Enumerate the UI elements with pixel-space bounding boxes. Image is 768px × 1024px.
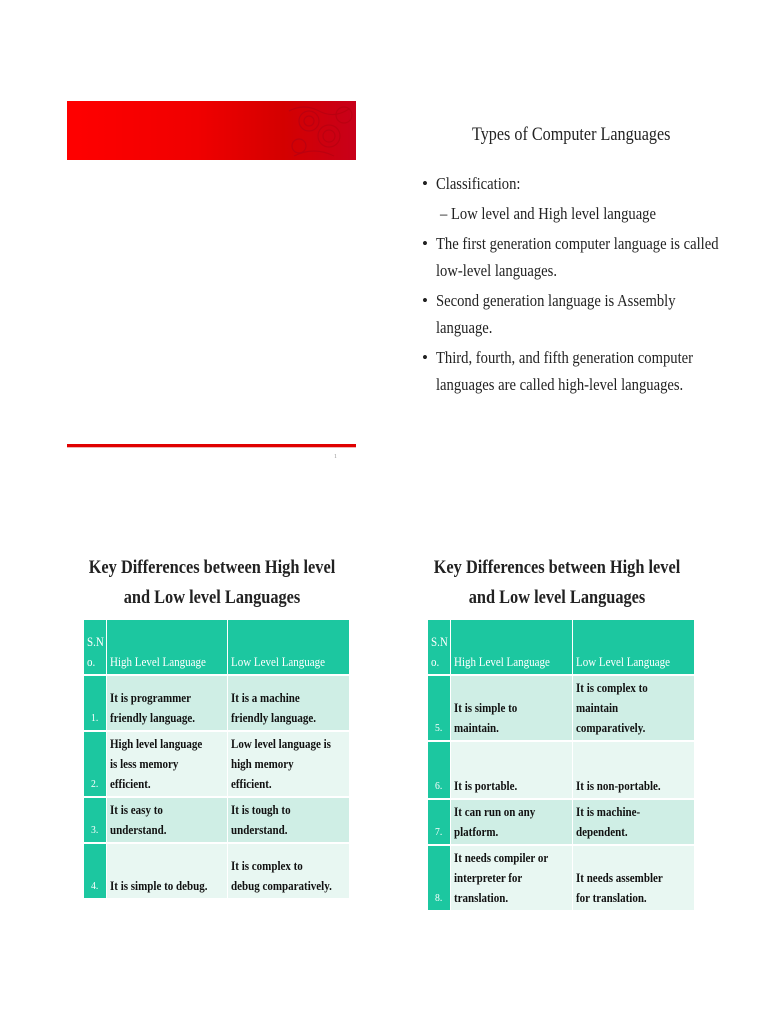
high-level-cell: It is portable. [450, 741, 572, 799]
row-number: 4. [84, 843, 106, 899]
high-level-cell: It is programmer friendly language. [106, 675, 227, 731]
low-level-cell: It is non-portable. [572, 741, 694, 799]
table-row [84, 797, 349, 843]
bullet-dot-icon: • [422, 348, 428, 367]
slide1-bullet-list [422, 170, 719, 401]
table-row [428, 799, 694, 845]
title-banner [67, 101, 356, 160]
slide2-title-line2: and Low level Languages [123, 587, 301, 608]
slide-divider-light [67, 447, 356, 448]
slide2-title [83, 553, 341, 613]
high-level-cell: High level language is less memory efficient. [106, 731, 227, 797]
low-level-header: Low Level Language [572, 620, 694, 675]
bullet-item [422, 287, 712, 341]
slide3-title-line1: Key Differences between High level [433, 557, 681, 578]
slide3-title-line2: and Low level Languages [468, 587, 646, 608]
slide2-title-line1: Key Differences between High level [88, 557, 336, 578]
high-level-cell: It needs compiler or interpreter for translation. [450, 845, 572, 911]
table-row [428, 741, 694, 799]
table-row [84, 675, 349, 731]
low-level-cell: It is tough to understand. [227, 797, 349, 843]
page-number: 1 [334, 454, 337, 460]
bullet-dot-icon: • [422, 291, 428, 310]
low-level-cell: It is machine-dependent. [572, 799, 694, 845]
bullet-text: Third, fourth, and fifth generation computer languages are called high-level languages. [436, 348, 693, 394]
row-number: 2. [84, 731, 106, 797]
row-number: 5. [428, 675, 450, 741]
bullet-text: – Low level and High level language [440, 204, 656, 223]
slide1-title: Types of Computer Languages [472, 124, 671, 145]
bullet-item [422, 230, 719, 284]
bullet-text: The first generation computer language is called low-level languages. [436, 234, 719, 280]
bullet-item [422, 170, 712, 197]
table-header-row [428, 620, 694, 675]
decorative-ornament-icon [284, 101, 354, 160]
table-header-row [84, 620, 349, 675]
low-level-cell: It needs assembler for translation. [572, 845, 694, 911]
low-level-header: Low Level Language [227, 620, 349, 675]
high-level-cell: It is simple to debug. [106, 843, 227, 899]
row-number: 3. [84, 797, 106, 843]
table-row [84, 731, 349, 797]
row-number: 1. [84, 675, 106, 731]
table-row [428, 845, 694, 911]
slide2-comparison-table [84, 620, 350, 900]
low-level-cell: It is a machine friendly language. [227, 675, 349, 731]
bullet-subitem [422, 200, 712, 227]
bullet-dot-icon: • [422, 234, 428, 253]
slide3-comparison-table [428, 620, 695, 912]
table-row [84, 843, 349, 899]
sno-header: S.N o. [84, 620, 106, 675]
high-level-header: High Level Language [106, 620, 227, 675]
row-number: 7. [428, 799, 450, 845]
table-row [428, 675, 694, 741]
bullet-text: Second generation language is Assembly language. [436, 291, 676, 337]
row-number: 6. [428, 741, 450, 799]
high-level-cell: It is easy to understand. [106, 797, 227, 843]
slide3-title [428, 553, 686, 613]
high-level-cell: It is simple to maintain. [450, 675, 572, 741]
high-level-header: High Level Language [450, 620, 572, 675]
bullet-dot-icon: • [422, 174, 428, 193]
bullet-item [422, 344, 712, 398]
sno-header: S.N o. [428, 620, 450, 675]
row-number: 8. [428, 845, 450, 911]
bullet-text: Classification: [436, 174, 521, 193]
low-level-cell: It is complex to maintain comparatively. [572, 675, 694, 741]
low-level-cell: Low level language is high memory efficient. [227, 731, 349, 797]
low-level-cell: It is complex to debug comparatively. [227, 843, 349, 899]
high-level-cell: It can run on any platform. [450, 799, 572, 845]
